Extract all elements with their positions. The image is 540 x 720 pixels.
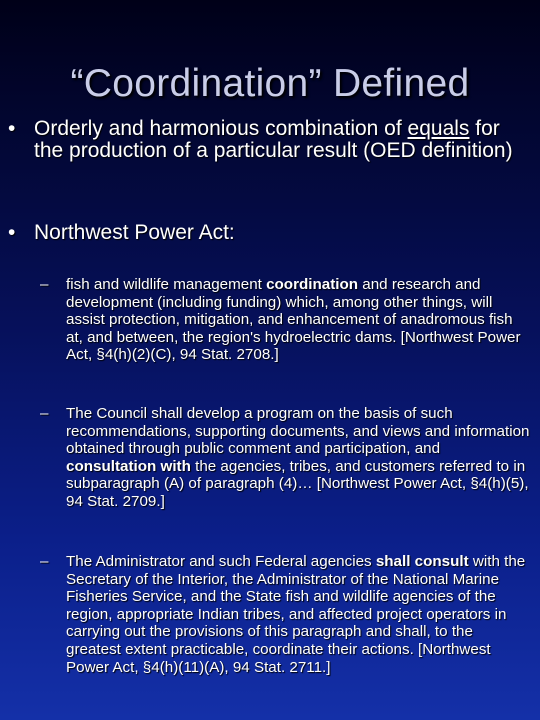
bullet-text	[34, 118, 528, 162]
underlined-word: equals	[407, 117, 470, 140]
bold-term: consultation with	[66, 457, 191, 475]
sub-text-part: and research and development (including funding) which, among other things, will assist protection, mitigation, and enhancement of anadromous fish at, and between, the region's hydroelectric dams. [Northwest Power Act, §4(h)(2)(C), 94 Stat. 2708.]	[66, 276, 521, 364]
bullet-oed-definition	[8, 118, 528, 162]
bullet-text: Northwest Power Act:	[34, 221, 235, 244]
sub-bullet-coordination	[40, 276, 532, 364]
bullet-marker: •	[8, 221, 16, 244]
sub-text-part: The Administrator and such Federal agencies	[66, 553, 376, 570]
sub-text-part: fish and wildlife management	[66, 276, 267, 293]
slide-title: “Coordination” Defined	[70, 62, 470, 105]
sub-bullet-text	[66, 405, 532, 511]
bullet-text-part: Orderly and harmonious combination of	[34, 117, 408, 140]
bullet-text-part: for the production of a particular result (OED definition)	[34, 117, 513, 162]
bullet-northwest-power-act	[8, 222, 528, 244]
sub-bullet-consultation	[40, 405, 532, 511]
sub-text-part: The Council shall develop a program on the basis of such recommendations, supporting documents, and views and information obtained through public comment and participation, and	[66, 405, 530, 458]
bullet-marker: •	[8, 117, 16, 140]
sub-bullet-marker: –	[40, 276, 49, 293]
sub-bullet-text	[66, 276, 532, 364]
sub-bullet-marker: –	[40, 405, 49, 422]
sub-bullet-text	[66, 553, 532, 676]
sub-text-part: with the Secretary of the Interior, the Administrator of the National Marine Fisheries Service, and the State fish and wildlife agencies of the region, appropriate Indian tribes, and affected project operators in carrying out the provisions of this paragraph and shall, to the greatest extent practicable, coordinate their actions. [Northwest Power Act, §4(h)(11)(A), 94 Stat. 2711.]	[66, 553, 526, 676]
bold-term: shall consult	[375, 553, 469, 570]
sub-bullet-marker: –	[40, 553, 49, 570]
sub-text-part: the agencies, tribes, and customers referred to in subparagraph (A) of paragraph (4)… [Northwest Power Act, §4(h)(5), 94 Stat. 2709.]	[66, 457, 529, 510]
sub-bullet-shall-consult	[40, 553, 532, 676]
bold-term: coordination	[266, 276, 359, 293]
